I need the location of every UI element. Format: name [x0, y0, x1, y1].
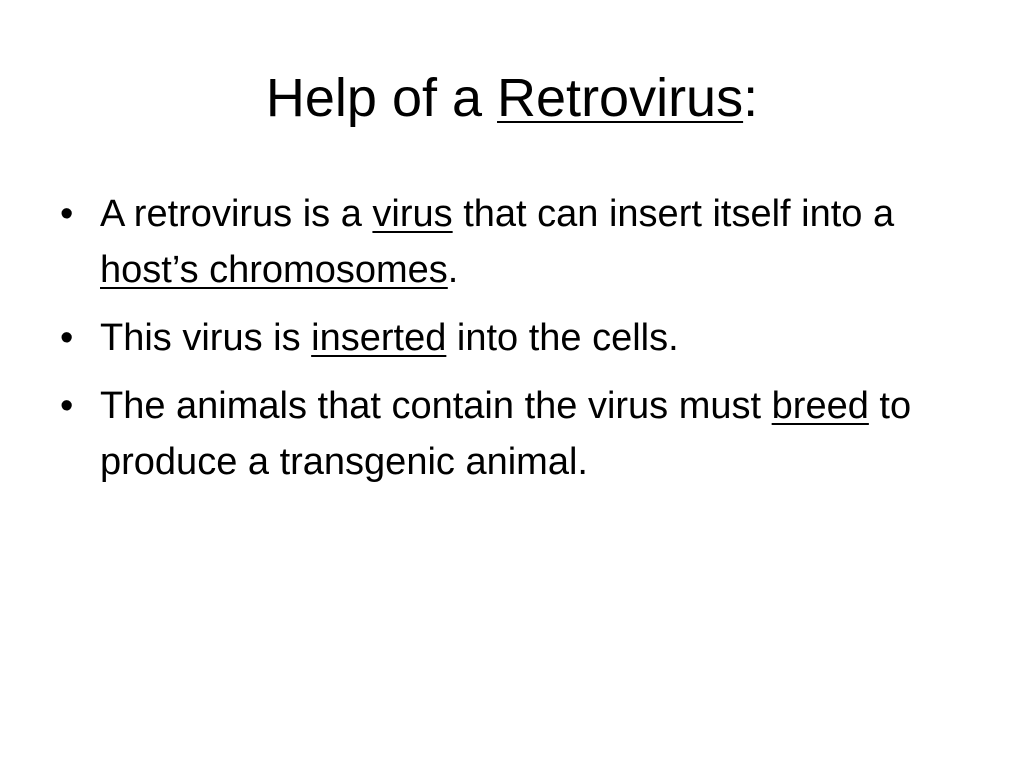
bullet-1-text-1: A retrovirus is a: [100, 193, 373, 235]
bullet-2-text-1: This virus is: [100, 317, 312, 359]
bullet-1-text-2: that can insert itself into a: [452, 193, 895, 235]
bullet-1-text-3: .: [447, 249, 459, 291]
bullet-list: [56, 186, 956, 502]
link-inserted[interactable]: inserted: [311, 317, 447, 359]
bullet-2-text-2: into the cells.: [446, 317, 679, 359]
bullet-dot-icon: •: [60, 317, 74, 359]
bullet-item-1: [56, 186, 956, 298]
bullet-3-text-1: The animals that contain the virus must: [100, 385, 772, 427]
title-suffix: :: [743, 68, 759, 128]
title-link-retrovirus[interactable]: Retrovirus: [497, 68, 744, 128]
link-hosts-chromosomes[interactable]: host’s chromosomes: [100, 249, 448, 291]
link-virus[interactable]: virus: [372, 193, 453, 235]
bullet-3-text-2: to produce a transgenic animal.: [100, 385, 912, 483]
link-breed[interactable]: breed: [771, 385, 869, 427]
bullet-item-3: [56, 378, 956, 490]
title-prefix: Help of a: [265, 68, 498, 128]
bullet-item-2: [56, 310, 956, 366]
bullet-dot-icon: •: [60, 385, 74, 427]
bullet-dot-icon: •: [60, 193, 74, 235]
slide-title: [0, 62, 1024, 134]
